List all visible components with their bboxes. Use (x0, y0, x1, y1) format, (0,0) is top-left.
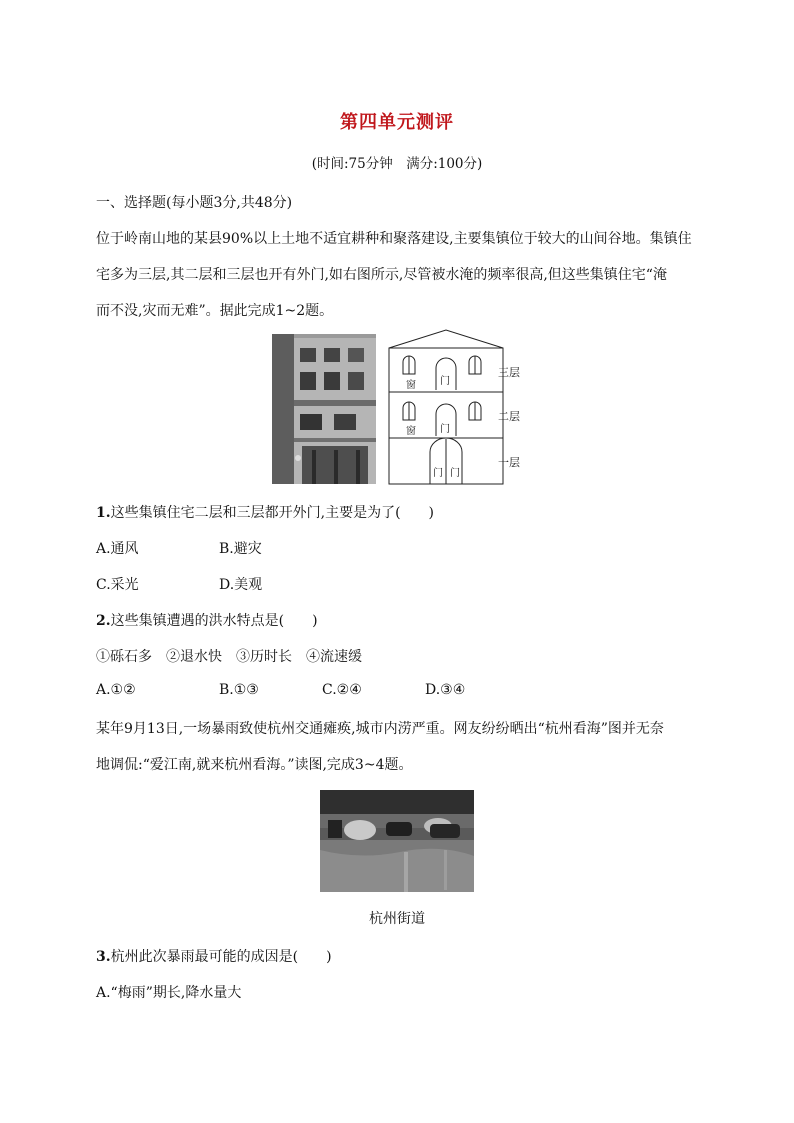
q2-option-c: C.②④ (322, 682, 362, 698)
door-label-1a: 门 (433, 468, 443, 479)
q2-option-a: A.①② (96, 682, 136, 698)
passage2-line-1: 某年9月13日,一场暴雨致使杭州交通瘫痪,城市内涝严重。网友纷纷晒出“杭州看海”图并无奈 (96, 721, 664, 737)
house-diagram (386, 328, 526, 486)
question-3 (96, 946, 332, 966)
window-label-2: 窗 (406, 426, 416, 437)
window-label-3: 窗 (406, 380, 416, 391)
question-1-text: 这些集镇住宅二层和三层都开外门,主要是为了( ) (110, 505, 434, 521)
question-2-number: 2. (96, 613, 111, 629)
passage1-line-1: 位于岭南山地的某县90%以上土地不适宜耕种和聚落建设,主要集镇位于较大的山间谷地。集镇住 (96, 231, 692, 247)
exam-info: (时间:75分钟 满分:100分) (311, 156, 483, 172)
q3-option-a: A.“梅雨”期长,降水量大 (96, 985, 242, 1001)
question-1-number: 1. (96, 505, 111, 521)
question-1 (96, 502, 434, 522)
q1-option-c: C.采光 (96, 577, 139, 593)
question-2-text: 这些集镇遭遇的洪水特点是( ) (110, 613, 318, 629)
passage1-line-2: 宅多为三层,其二层和三层也开有外门,如右图所示,尽管被水淹的频率很高,但这些集镇住宅“淹 (96, 267, 667, 283)
door-label-3: 门 (440, 376, 450, 387)
page-title: 第四单元测评 (340, 112, 454, 133)
q2-option-b: B.①③ (219, 682, 259, 698)
section-heading: 一、选择题(每小题3分,共48分) (96, 195, 293, 211)
question-2 (96, 610, 318, 630)
q1-option-b: B.避灾 (219, 541, 262, 557)
q2-option-d: D.③④ (425, 682, 466, 698)
floor-label-2: 二层 (498, 410, 520, 423)
floor-label-1: 一层 (498, 456, 520, 469)
q1-option-a: A.通风 (96, 541, 139, 557)
passage1-line-3: 而不没,灾而无难”。据此完成1~2题。 (96, 303, 334, 319)
question-3-number: 3. (96, 949, 111, 965)
floor-label-3: 三层 (498, 366, 520, 379)
question-3-text: 杭州此次暴雨最可能的成因是( ) (110, 949, 332, 965)
passage2-line-2: 地调侃:“爱江南,就来杭州看海。”读图,完成3~4题。 (96, 757, 413, 773)
photo-caption: 杭州街道 (369, 911, 425, 927)
house-photo (272, 334, 376, 484)
q1-option-d: D.美观 (219, 577, 263, 593)
door-label-2: 门 (440, 424, 450, 435)
q2-items: ①砾石多 ②退水快 ③历时长 ④流速缓 (96, 649, 362, 665)
flooded-street-photo (320, 790, 474, 892)
door-label-1b: 门 (450, 468, 460, 479)
